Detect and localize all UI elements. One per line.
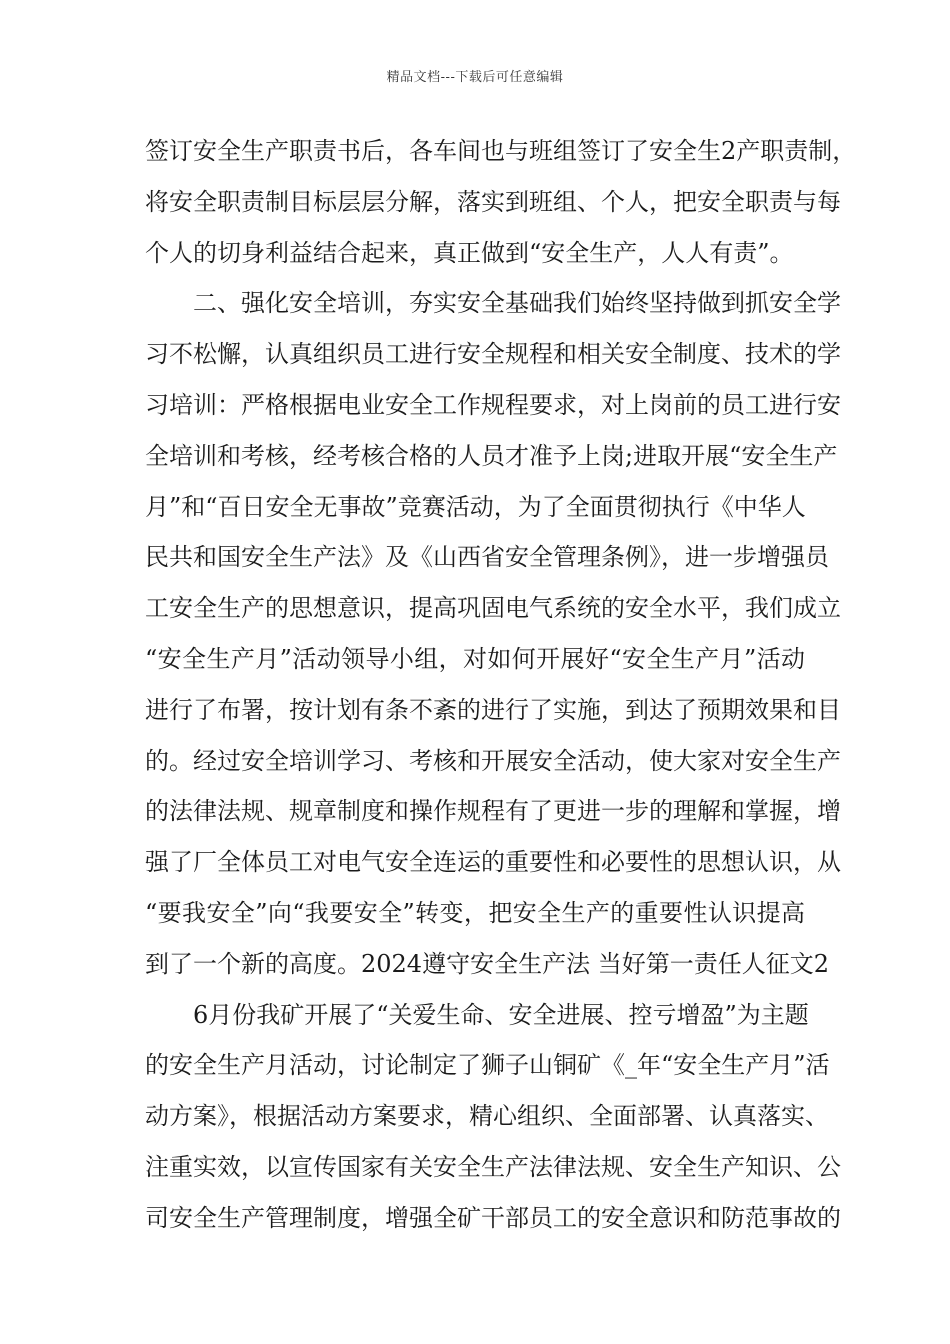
- text-line: 习不松懈，认真组织员工进行安全规程和相关安全制度、技术的学: [145, 340, 841, 369]
- text-line: 注重实效，以宣传国家有关安全生产法律法规、安全生产知识、公: [145, 1152, 841, 1181]
- text-line: 月”和“百日安全无事故”竞赛活动，为了全面贯彻执行《中华人: [145, 492, 806, 521]
- text-line: 司安全生产管理制度，增强全矿干部员工的安全意识和防范事故的: [145, 1203, 841, 1232]
- text-line: 民共和国安全生产法》及《山西省安全管理条例》，进一步增强员: [145, 543, 829, 572]
- text-line: 签订安全生产职责书后，各车间也与班组签订了安全生2产职责制，: [145, 137, 857, 165]
- text-line: 二、强化安全培训，夯实安全基础我们始终坚持做到抓安全学: [145, 289, 841, 318]
- text-line: 的法律法规、规章制度和操作规程有了更进一步的理解和掌握，增: [145, 797, 841, 826]
- text-line: 动方案》，根据活动方案要求，精心组织、全面部署、认真落实、: [145, 1102, 829, 1131]
- page-header: 精品文档---下载后可任意编辑: [386, 70, 564, 85]
- text-line: 进行了布署，按计划有条不紊的进行了实施，到达了预期效果和目: [145, 695, 841, 724]
- text-line: 到了一个新的高度。2024遵守安全生产法 当好第一责任人征文2: [145, 949, 829, 978]
- text-line: 全培训和考核，经考核合格的人员才准予上岗;进取开展“安全生产: [145, 441, 838, 470]
- text-line: 6月份我矿开展了“关爱生命、安全进展、控亏增盈”为主题: [145, 1000, 809, 1029]
- text-line: 个人的切身利益结合起来，真正做到“安全生产，人人有责”。: [145, 238, 794, 267]
- text-line: 工安全生产的思想意识，提高巩固电气系统的安全水平，我们成立: [145, 594, 841, 623]
- text-line: “安全生产月”活动领导小组，对如何开展好“安全生产月”活动: [145, 644, 805, 673]
- text-line: 将安全职责制目标层层分解，落实到班组、个人，把安全职责与每: [145, 187, 841, 216]
- text-line: “要我安全”向“我要安全”转变，把安全生产的重要性认识提高: [145, 898, 805, 927]
- text-line: 的安全生产月活动，讨论制定了狮子山铜矿《_年“安全生产月”活: [145, 1051, 830, 1080]
- document-body: [145, 126, 857, 1244]
- text-line: 的。经过安全培训学习、考核和开展安全活动，使大家对安全生产: [145, 746, 841, 775]
- text-line: 强了厂全体员工对电气安全连运的重要性和必要性的思想认识，从: [145, 848, 841, 877]
- text-line: 习培训：严格根据电业安全工作规程要求，对上岗前的员工进行安: [145, 390, 841, 419]
